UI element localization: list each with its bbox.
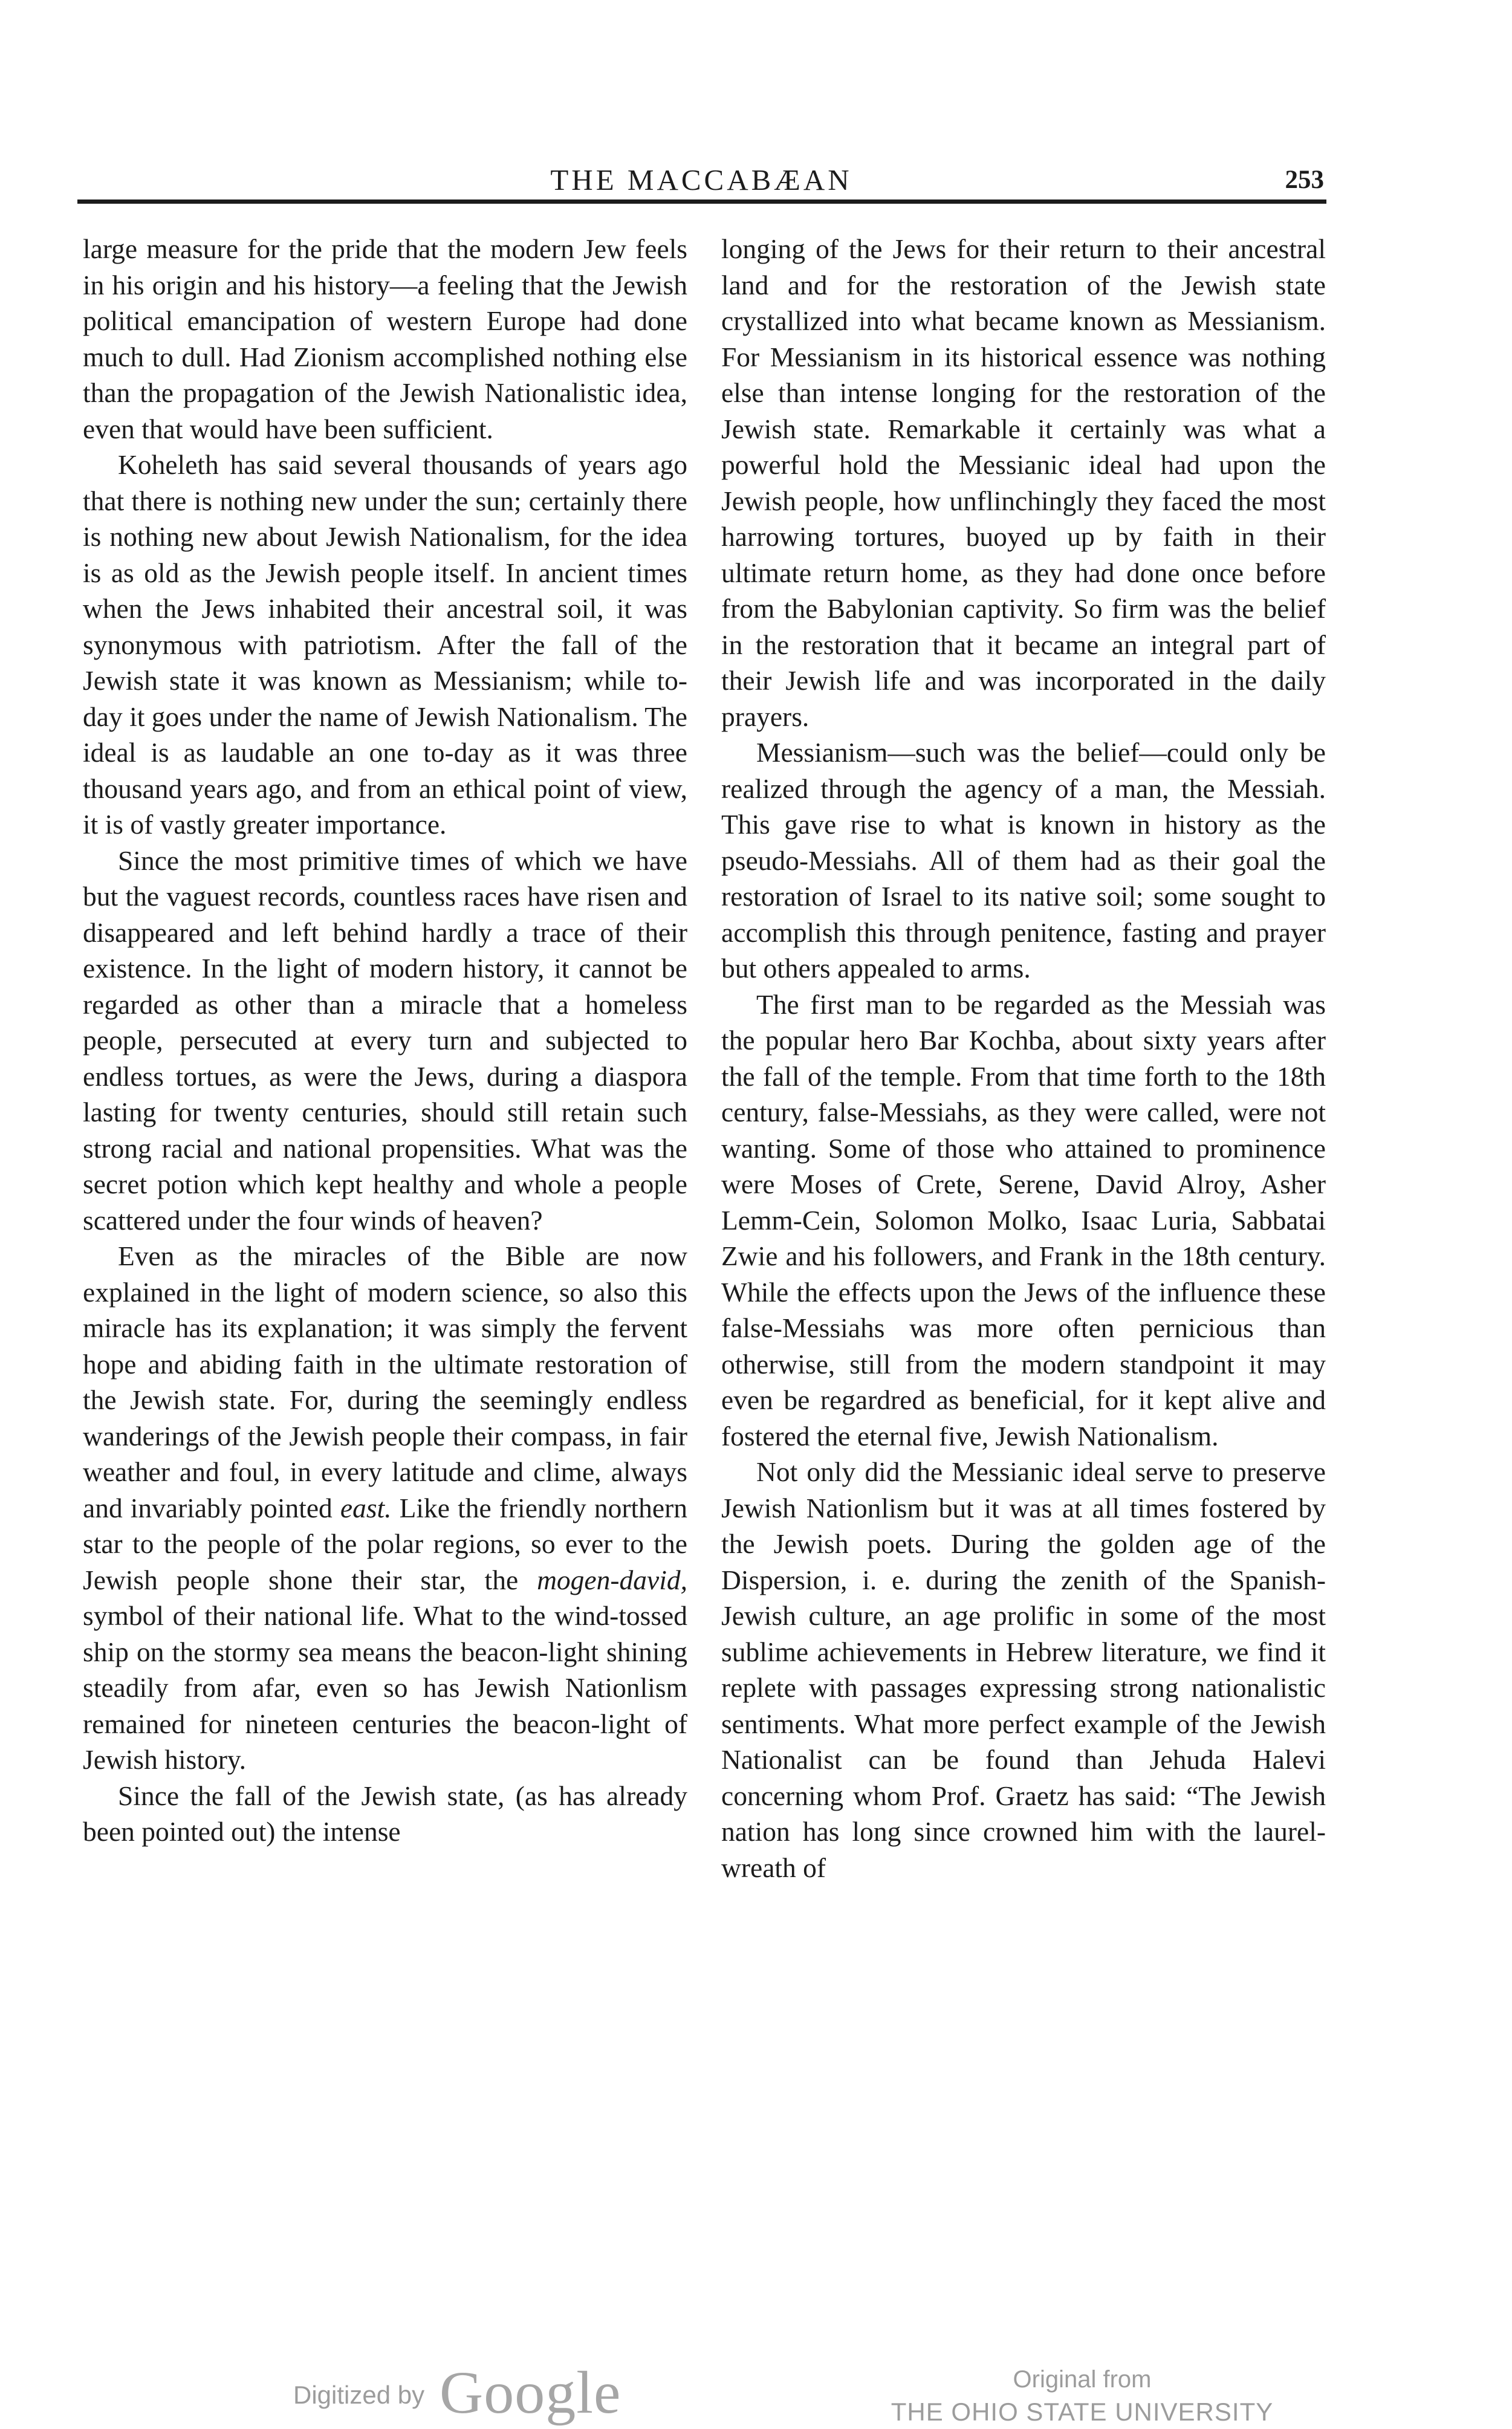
paragraph-left-3: Since the most primitive times of which we have but the vaguest records, countless races have risen and disappeared and left behind hardly a trace of their existence. In the light of modern history, it cannot be regarded as other than a miracle that a homeless people, persecuted at every turn and subjected to endless tortues, as were the Jews, during a diaspora lasting for twenty centuries, should still retain such strong racial and national propensities. What was the secret potion which kept healthy and whole a people scattered under the four winds of heaven?	[83, 845, 687, 1236]
paragraph-right-4: Not only did the Messianic ideal serve to preserve Jewish Nationlism but it was at all times fostered by the Jewish poets. During the golden age of the Dispersion, i. e. during the zenith of the Spanish-Jewish culture, an age prolific in some of the most sublime achievements in Hebrew literature, we find it replete with passages expressing strong nationalistic sentiments. What more perfect example of the Jewish Nationalist can be found than Jehuda Halevi concerning whom Prof. Graetz has said: “The Jewish nation has long since crowned him with the laurel-wreath of	[721, 1456, 1326, 1883]
paragraph-left-5: Since the fall of the Jewish state, (as has already been pointed out) the intense	[83, 1780, 687, 1847]
paragraph-left-1: large measure for the pride that the modern Jew feels in his origin and his history—a feeling that the Jewish political emancipation of western Europe had done much to dull. Had Zionism accomplished nothing else than the propagation of the Jewish Nationalistic idea, even that would have been sufficient.	[83, 233, 687, 444]
original-from-label: Original from	[1013, 2366, 1152, 2393]
page-number: 253	[1285, 166, 1324, 194]
right-column	[721, 231, 1326, 1886]
digitized-label: Digitized by	[293, 2381, 425, 2409]
emphasis-mogen-david: mogen-david,	[537, 1564, 687, 1595]
paragraph-right-3: The first man to be regarded as the Messiah was the popular hero Bar Kochba, about sixty years after the fall of the temple. From that time forth to the 18th century, false-Messiahs, as they were called, were not wanting. Some of those who attained to prominence were Moses of Crete, Serene, David Alroy, Asher Lemm-Cein, Solomon Molko, Isaac Luria, Sabbatai Zwie and his followers, and Frank in the 18th century. While the effects upon the Jews of the influence these false-Messiahs was more often pernicious than otherwise, still from the modern standpoint it may even be regardred as beneficial, for it kept alive and fostered the eternal five, Jewish Nationalism.	[721, 988, 1326, 1451]
header-rule	[77, 199, 1326, 204]
paragraph-left-4-text-b: Like the friendly northern star to the people of the polar regions, so ever to the Jewish people shone their star, the	[83, 1492, 687, 1595]
running-title: THE MACCABÆAN	[550, 163, 852, 196]
paragraph-right-2: Messianism—such was the belief—could only be realized through the agency of a man, the Messiah. This gave rise to what is known in history as the pseudo-Messiahs. All of them had as their goal the restoration of Israel to its native soil; some sought to accomplish this through penitence, fasting and prayer but others appealed to arms.	[721, 737, 1326, 984]
emphasis-east: east.	[340, 1492, 392, 1523]
left-column	[83, 231, 687, 1850]
paragraph-left-4-text-a: Even as the miracles of the Bible are now explained in the light of modern science, so also this miracle has its explanation; it was simply the fervent hope and abiding faith in the ultimate restoration of the Jewish state. For, during the seemingly endless wanderings of the Jewish people their compass, in fair weather and foul, in every latitude and clime, always and invariably pointed	[83, 1240, 687, 1523]
paragraph-left-4	[83, 1238, 687, 1778]
source-attribution	[871, 2364, 1294, 2429]
paragraph-right-1: longing of the Jews for their return to their ancestral land and for the restoration of the Jewish state crystallized into what became known as Messianism. For Messianism in its historical essence was nothing else than intense longing for the restoration of the Jewish state. Remarkable it certainly was what a powerful hold the Messianic ideal had upon the Jewish people, how unflinchingly they faced the most harrowing tortures, buoyed up by faith in their ultimate return home, as they had done once before from the Babylonian captivity. So firm was the belief in the restoration that it became an integral part of their Jewish life and was incorporated in the daily prayers.	[721, 233, 1326, 732]
paragraph-left-2: Koheleth has said several thousands of years ago that there is nothing new under the sun; certainly there is nothing new about Jewish Nationalism, for the idea is as old as the Jewish people itself. In ancient times when the Jews inhabited their ancestral soil, it was synonymous with patriotism. After the fall of the Jewish state it was known as Messianism; while to-day it goes under the name of Jewish Nationalism. The ideal is as laudable an one to-day as it was three thousand years ago, and from an ethical point of view, it is of vastly greater importance.	[83, 449, 687, 840]
google-logo: Google	[440, 2359, 621, 2426]
digitized-by-watermark	[293, 2358, 656, 2424]
page-header	[79, 156, 1324, 204]
institution-name: THE OHIO STATE UNIVERSITY	[891, 2398, 1274, 2426]
paragraph-left-4-text-c: symbol of their national life. What to the wind-tossed ship on the stormy sea means the beacon-light shining steadily from afar, even so has Jewish Nationlism remained for nineteen centuries the beacon-light of Jewish history.	[83, 1600, 687, 1775]
